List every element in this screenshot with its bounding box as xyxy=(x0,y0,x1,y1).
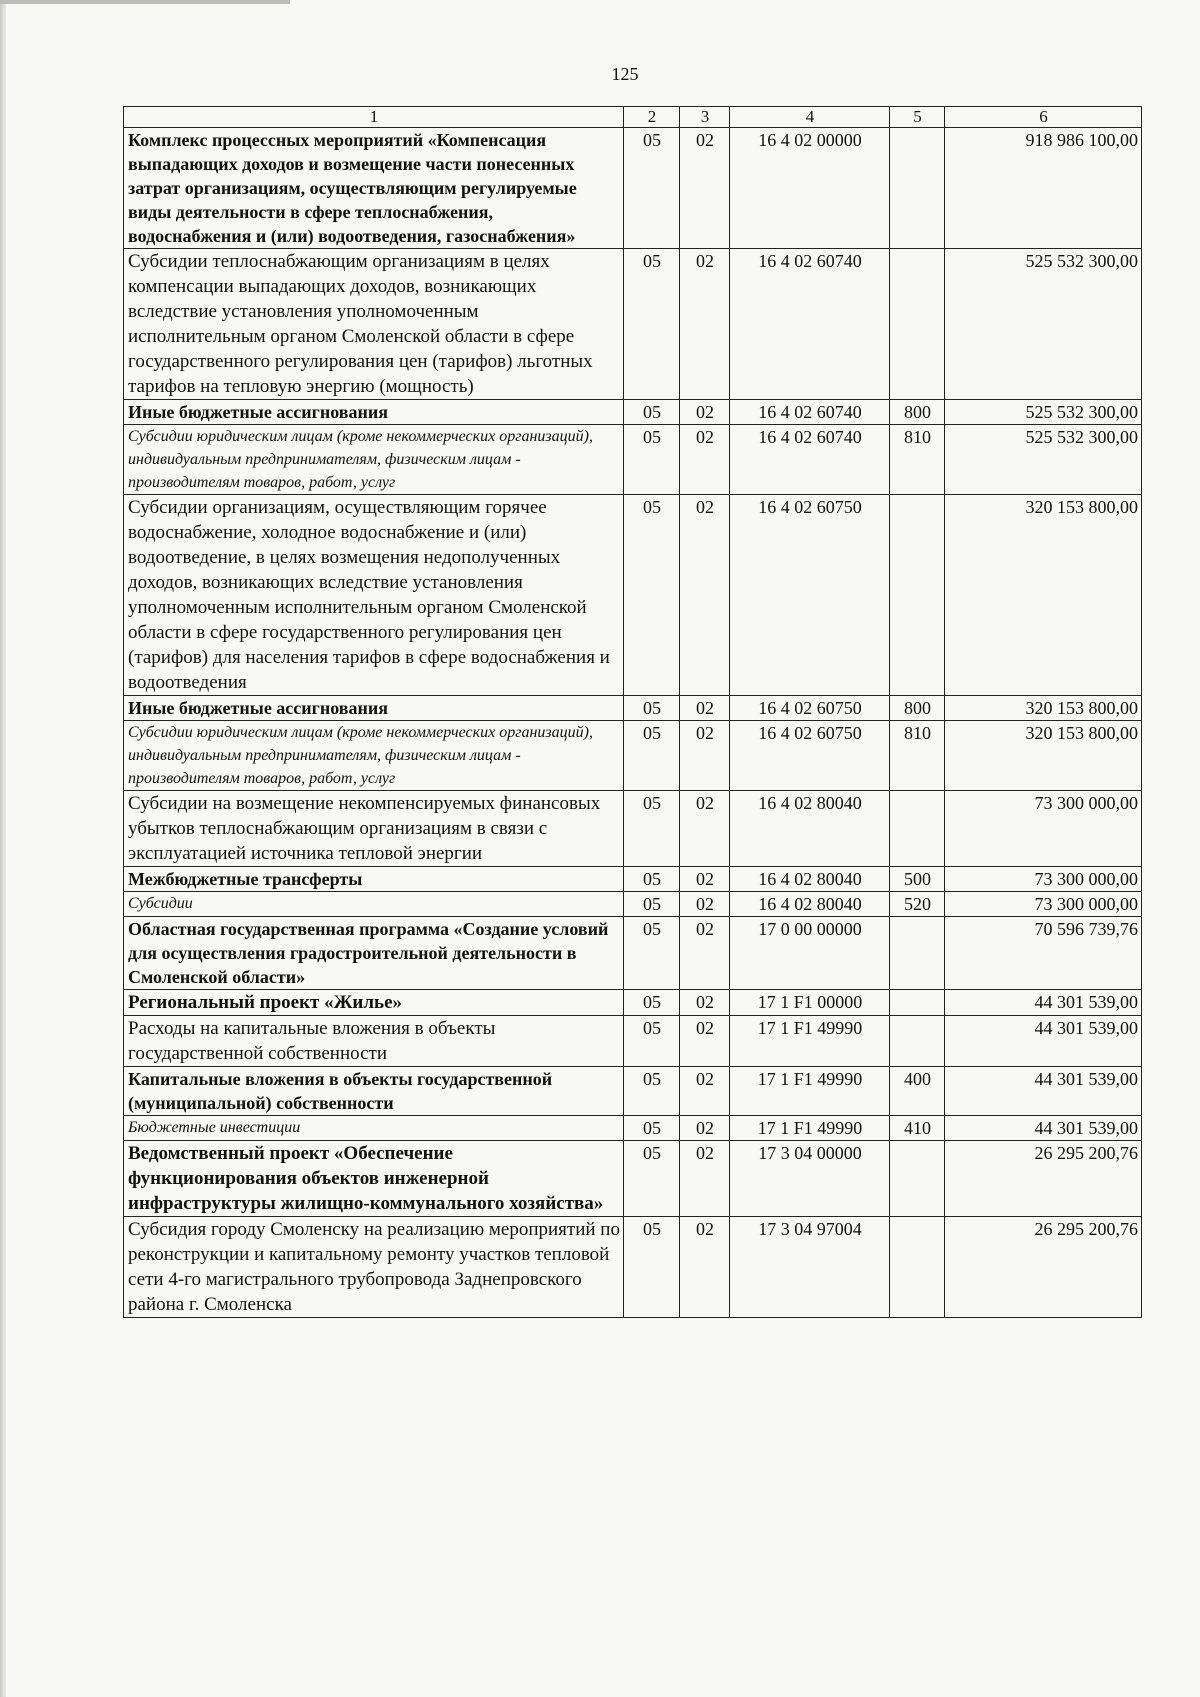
row-section: 05 xyxy=(624,249,680,400)
row-section: 05 xyxy=(624,867,680,892)
header-col-6: 6 xyxy=(945,107,1142,128)
row-amount: 44 301 539,00 xyxy=(945,1116,1142,1141)
row-section: 05 xyxy=(624,128,680,249)
row-expense-type xyxy=(890,1217,945,1318)
table-row xyxy=(124,1067,1142,1116)
row-target-article: 17 1 F1 00000 xyxy=(730,990,890,1016)
row-expense-type: 810 xyxy=(890,425,945,495)
row-name: Региональный проект «Жилье» xyxy=(124,990,624,1016)
header-col-3: 3 xyxy=(680,107,730,128)
table-row xyxy=(124,128,1142,249)
row-expense-type: 400 xyxy=(890,1067,945,1116)
row-amount: 320 153 800,00 xyxy=(945,721,1142,791)
row-amount: 26 295 200,76 xyxy=(945,1141,1142,1217)
row-subsection: 02 xyxy=(680,1116,730,1141)
row-target-article: 16 4 02 80040 xyxy=(730,867,890,892)
table-row xyxy=(124,867,1142,892)
row-target-article: 16 4 02 60740 xyxy=(730,249,890,400)
table-row xyxy=(124,425,1142,495)
row-name: Межбюджетные трансферты xyxy=(124,867,624,892)
scan-top-mark xyxy=(0,0,290,4)
row-expense-type: 520 xyxy=(890,892,945,917)
row-subsection: 02 xyxy=(680,990,730,1016)
row-name: Субсидии на возмещение некомпенсируемых финансовых убытков теплоснабжающим организациям в связи с эксплуатацией источника тепловой энергии xyxy=(124,791,624,867)
row-section: 05 xyxy=(624,1016,680,1067)
page-number: 125 xyxy=(611,64,639,84)
row-expense-type xyxy=(890,495,945,696)
row-subsection: 02 xyxy=(680,721,730,791)
header-col-5: 5 xyxy=(890,107,945,128)
row-name: Ведомственный проект «Обеспечение функционирования объектов инженерной инфраструктуры жилищно-коммунального хозяйства» xyxy=(124,1141,624,1217)
row-expense-type xyxy=(890,249,945,400)
row-amount: 73 300 000,00 xyxy=(945,867,1142,892)
row-name: Субсидии xyxy=(124,892,624,917)
row-amount: 73 300 000,00 xyxy=(945,791,1142,867)
row-subsection: 02 xyxy=(680,867,730,892)
row-expense-type: 810 xyxy=(890,721,945,791)
row-amount: 525 532 300,00 xyxy=(945,425,1142,495)
table-row xyxy=(124,1016,1142,1067)
row-amount: 73 300 000,00 xyxy=(945,892,1142,917)
table-row xyxy=(124,1217,1142,1318)
row-section: 05 xyxy=(624,791,680,867)
row-name: Иные бюджетные ассигнования xyxy=(124,400,624,425)
row-name: Областная государственная программа «Создание условий для осуществления градостроительной деятельности в Смоленской области» xyxy=(124,917,624,990)
row-section: 05 xyxy=(624,495,680,696)
table-row xyxy=(124,696,1142,721)
row-section: 05 xyxy=(624,892,680,917)
row-name: Комплекс процессных мероприятий «Компенсация выпадающих доходов и возмещение части понесенных затрат организациям, осуществляющим регулируемые виды деятельности в сфере теплоснабжения, водоснабжения и (или) водоотведения, газоснабжения» xyxy=(124,128,624,249)
row-section: 05 xyxy=(624,1217,680,1318)
row-target-article: 17 3 04 97004 xyxy=(730,1217,890,1318)
row-amount: 44 301 539,00 xyxy=(945,1067,1142,1116)
row-expense-type xyxy=(890,990,945,1016)
row-target-article: 17 1 F1 49990 xyxy=(730,1067,890,1116)
header-col-2: 2 xyxy=(624,107,680,128)
table-row xyxy=(124,990,1142,1016)
row-section: 05 xyxy=(624,696,680,721)
budget-table-body xyxy=(124,107,1142,1318)
row-section: 05 xyxy=(624,425,680,495)
row-expense-type xyxy=(890,128,945,249)
row-name: Субсидии теплоснабжающим организациям в целях компенсации выпадающих доходов, возникающих вследствие установления уполномоченным исполнительным органом Смоленской области в сфере государственного регулирования цен (тарифов) льготных тарифов на тепловую энергию (мощность) xyxy=(124,249,624,400)
row-target-article: 16 4 02 80040 xyxy=(730,791,890,867)
table-row xyxy=(124,1116,1142,1141)
table-row xyxy=(124,721,1142,791)
row-amount: 44 301 539,00 xyxy=(945,1016,1142,1067)
row-expense-type: 800 xyxy=(890,696,945,721)
table-row xyxy=(124,495,1142,696)
table-header-row xyxy=(124,107,1142,128)
row-expense-type: 410 xyxy=(890,1116,945,1141)
row-expense-type: 800 xyxy=(890,400,945,425)
row-target-article: 16 4 02 60750 xyxy=(730,696,890,721)
table-row xyxy=(124,892,1142,917)
row-section: 05 xyxy=(624,400,680,425)
row-target-article: 16 4 02 80040 xyxy=(730,892,890,917)
budget-table xyxy=(123,106,1142,1318)
row-amount: 320 153 800,00 xyxy=(945,696,1142,721)
table-row xyxy=(124,917,1142,990)
row-amount: 320 153 800,00 xyxy=(945,495,1142,696)
row-subsection: 02 xyxy=(680,1141,730,1217)
row-target-article: 16 4 02 60740 xyxy=(730,425,890,495)
row-section: 05 xyxy=(624,990,680,1016)
row-subsection: 02 xyxy=(680,495,730,696)
row-expense-type xyxy=(890,917,945,990)
row-target-article: 17 1 F1 49990 xyxy=(730,1116,890,1141)
row-expense-type: 500 xyxy=(890,867,945,892)
row-target-article: 16 4 02 60740 xyxy=(730,400,890,425)
row-subsection: 02 xyxy=(680,791,730,867)
row-amount: 918 986 100,00 xyxy=(945,128,1142,249)
row-name: Субсидии юридическим лицам (кроме некоммерческих организаций), индивидуальным предпринимателям, физическим лицам - производителям товаров, работ, услуг xyxy=(124,425,624,495)
row-target-article: 17 3 04 00000 xyxy=(730,1141,890,1217)
row-subsection: 02 xyxy=(680,128,730,249)
row-amount: 44 301 539,00 xyxy=(945,990,1142,1016)
row-name: Субсидии юридическим лицам (кроме некоммерческих организаций), индивидуальным предпринимателям, физическим лицам - производителям товаров, работ, услуг xyxy=(124,721,624,791)
row-amount: 525 532 300,00 xyxy=(945,249,1142,400)
row-subsection: 02 xyxy=(680,400,730,425)
header-col-4: 4 xyxy=(730,107,890,128)
row-name: Расходы на капитальные вложения в объекты государственной собственности xyxy=(124,1016,624,1067)
row-target-article: 17 1 F1 49990 xyxy=(730,1016,890,1067)
table-row xyxy=(124,791,1142,867)
row-target-article: 17 0 00 00000 xyxy=(730,917,890,990)
table-row xyxy=(124,249,1142,400)
row-subsection: 02 xyxy=(680,1016,730,1067)
row-section: 05 xyxy=(624,721,680,791)
row-subsection: 02 xyxy=(680,425,730,495)
row-expense-type xyxy=(890,791,945,867)
row-amount: 26 295 200,76 xyxy=(945,1217,1142,1318)
row-expense-type xyxy=(890,1016,945,1067)
row-section: 05 xyxy=(624,917,680,990)
row-section: 05 xyxy=(624,1116,680,1141)
table-row xyxy=(124,1141,1142,1217)
row-section: 05 xyxy=(624,1067,680,1116)
row-subsection: 02 xyxy=(680,249,730,400)
row-target-article: 16 4 02 00000 xyxy=(730,128,890,249)
row-expense-type xyxy=(890,1141,945,1217)
scan-edge xyxy=(0,0,6,1697)
row-name: Бюджетные инвестиции xyxy=(124,1116,624,1141)
row-subsection: 02 xyxy=(680,892,730,917)
table-row xyxy=(124,400,1142,425)
row-subsection: 02 xyxy=(680,1067,730,1116)
header-col-1: 1 xyxy=(124,107,624,128)
row-target-article: 16 4 02 60750 xyxy=(730,495,890,696)
row-name: Субсидии организациям, осуществляющим горячее водоснабжение, холодное водоснабжение и (или) водоотведение, в целях возмещения недополученных доходов, возникающих вследствие установления уполномоченным исполнительным органом Смоленской области в сфере государственного регулирования цен (тарифов) для населения тарифов в сфере водоснабжения и водоотведения xyxy=(124,495,624,696)
row-subsection: 02 xyxy=(680,1217,730,1318)
row-section: 05 xyxy=(624,1141,680,1217)
row-name: Капитальные вложения в объекты государственной (муниципальной) собственности xyxy=(124,1067,624,1116)
row-subsection: 02 xyxy=(680,696,730,721)
row-target-article: 16 4 02 60750 xyxy=(730,721,890,791)
row-name: Субсидия городу Смоленску на реализацию мероприятий по реконструкции и капитальному ремонту участков тепловой сети 4-го магистрального трубопровода Заднепровского района г. Смоленска xyxy=(124,1217,624,1318)
row-name: Иные бюджетные ассигнования xyxy=(124,696,624,721)
row-amount: 525 532 300,00 xyxy=(945,400,1142,425)
row-subsection: 02 xyxy=(680,917,730,990)
row-amount: 70 596 739,76 xyxy=(945,917,1142,990)
